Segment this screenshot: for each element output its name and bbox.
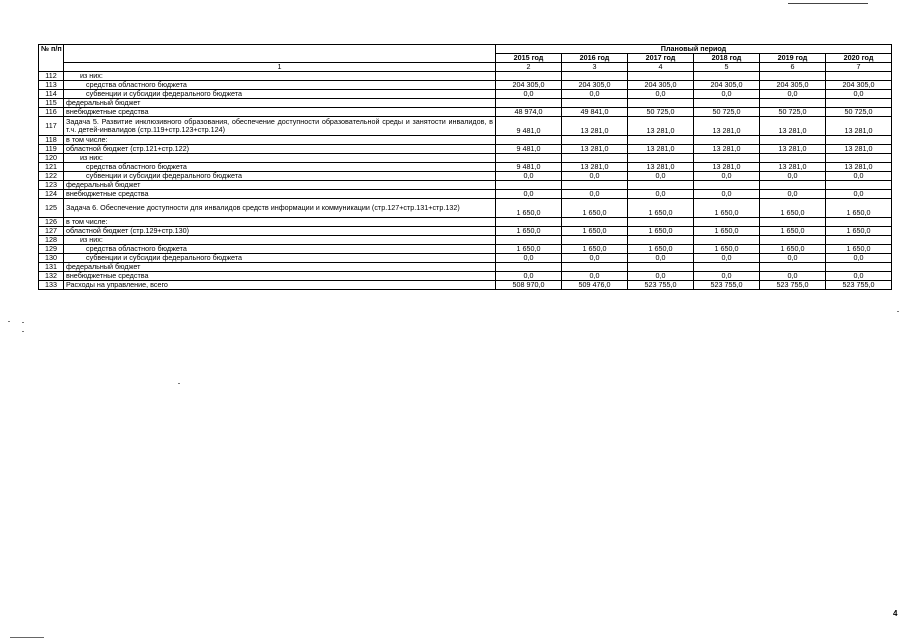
value-cell <box>496 263 562 272</box>
row-label: Задача 6. Обеспечение доступности для инвалидов средств информации и коммуникации (стр.127+стр.131+стр.132) <box>64 199 496 218</box>
value-cell <box>826 218 892 227</box>
table-row <box>39 199 892 218</box>
value-cell: 0,0 <box>628 90 694 99</box>
value-cell: 13 281,0 <box>562 163 628 172</box>
row-label: средства областного бюджета <box>64 245 496 254</box>
value-cell: 0,0 <box>496 172 562 181</box>
table-row <box>39 218 892 227</box>
value-cell: 0,0 <box>496 190 562 199</box>
num-column-header: № п/п <box>39 45 64 72</box>
row-number: 113 <box>39 81 64 90</box>
value-cell: 13 281,0 <box>562 145 628 154</box>
value-cell: 523 755,0 <box>628 281 694 290</box>
value-cell: 0,0 <box>694 272 760 281</box>
table-row <box>39 245 892 254</box>
value-cell <box>826 263 892 272</box>
value-cell: 523 755,0 <box>826 281 892 290</box>
value-cell: 1 650,0 <box>562 227 628 236</box>
scan-speck <box>22 322 24 323</box>
table-row <box>39 181 892 190</box>
value-cell <box>694 236 760 245</box>
value-cell <box>496 236 562 245</box>
value-cell <box>760 72 826 81</box>
table-row <box>39 254 892 263</box>
row-label: субвенции и субсидии федерального бюджета <box>64 172 496 181</box>
row-number: 121 <box>39 163 64 172</box>
year-header: 2018 год <box>694 54 760 63</box>
value-cell <box>760 136 826 145</box>
row-label: Расходы на управление, всего <box>64 281 496 290</box>
value-cell: 13 281,0 <box>694 145 760 154</box>
row-number: 125 <box>39 199 64 218</box>
value-cell <box>826 72 892 81</box>
value-cell: 13 281,0 <box>628 145 694 154</box>
column-index: 3 <box>562 63 628 72</box>
value-cell: 1 650,0 <box>694 245 760 254</box>
value-cell: 204 305,0 <box>760 81 826 90</box>
value-cell <box>694 181 760 190</box>
table-body <box>39 72 892 290</box>
row-number: 129 <box>39 245 64 254</box>
value-cell: 48 974,0 <box>496 108 562 117</box>
scan-speck <box>178 383 180 384</box>
value-cell: 49 841,0 <box>562 108 628 117</box>
value-cell: 0,0 <box>694 90 760 99</box>
value-cell: 1 650,0 <box>694 227 760 236</box>
value-cell: 1 650,0 <box>628 227 694 236</box>
value-cell <box>826 181 892 190</box>
value-cell: 50 725,0 <box>628 108 694 117</box>
value-cell <box>562 263 628 272</box>
row-number: 118 <box>39 136 64 145</box>
row-number: 119 <box>39 145 64 154</box>
value-cell <box>628 72 694 81</box>
value-cell <box>760 99 826 108</box>
bottom-rule <box>10 637 44 638</box>
value-cell <box>628 236 694 245</box>
value-cell: 50 725,0 <box>694 108 760 117</box>
value-cell: 50 725,0 <box>760 108 826 117</box>
value-cell <box>628 263 694 272</box>
row-number: 128 <box>39 236 64 245</box>
value-cell: 1 650,0 <box>760 199 826 218</box>
table-row <box>39 154 892 163</box>
row-label: субвенции и субсидии федерального бюджета <box>64 254 496 263</box>
value-cell <box>694 99 760 108</box>
value-cell <box>760 263 826 272</box>
value-cell: 0,0 <box>826 172 892 181</box>
value-cell <box>628 136 694 145</box>
value-cell: 1 650,0 <box>628 245 694 254</box>
row-number: 117 <box>39 117 64 136</box>
value-cell: 9 481,0 <box>496 145 562 154</box>
value-cell: 1 650,0 <box>496 245 562 254</box>
value-cell: 13 281,0 <box>694 163 760 172</box>
row-number: 133 <box>39 281 64 290</box>
budget-table <box>38 44 892 290</box>
row-number: 130 <box>39 254 64 263</box>
value-cell: 1 650,0 <box>760 227 826 236</box>
table-row <box>39 81 892 90</box>
row-number: 122 <box>39 172 64 181</box>
table-row <box>39 263 892 272</box>
value-cell: 13 281,0 <box>760 117 826 136</box>
table-row <box>39 72 892 81</box>
row-label: из них: <box>64 154 496 163</box>
value-cell <box>826 154 892 163</box>
value-cell: 0,0 <box>496 254 562 263</box>
scan-speck <box>8 321 10 322</box>
value-cell: 1 650,0 <box>760 245 826 254</box>
table-row <box>39 172 892 181</box>
value-cell: 0,0 <box>760 190 826 199</box>
table-row <box>39 236 892 245</box>
value-cell: 1 650,0 <box>826 227 892 236</box>
value-cell: 13 281,0 <box>628 163 694 172</box>
table-row <box>39 272 892 281</box>
value-cell <box>826 99 892 108</box>
row-number: 132 <box>39 272 64 281</box>
value-cell <box>496 99 562 108</box>
table-row <box>39 145 892 154</box>
value-cell <box>562 181 628 190</box>
row-number: 114 <box>39 90 64 99</box>
table-row <box>39 281 892 290</box>
value-cell: 0,0 <box>562 190 628 199</box>
row-label: из них: <box>64 72 496 81</box>
row-label: средства областного бюджета <box>64 81 496 90</box>
table-row <box>39 190 892 199</box>
value-cell <box>496 136 562 145</box>
table-row <box>39 90 892 99</box>
value-cell <box>562 72 628 81</box>
row-number: 112 <box>39 72 64 81</box>
value-cell: 523 755,0 <box>760 281 826 290</box>
table-row <box>39 227 892 236</box>
value-cell: 13 281,0 <box>760 145 826 154</box>
value-cell <box>826 136 892 145</box>
value-cell <box>562 99 628 108</box>
value-cell: 0,0 <box>628 272 694 281</box>
column-index: 5 <box>694 63 760 72</box>
value-cell <box>694 72 760 81</box>
value-cell: 13 281,0 <box>826 163 892 172</box>
table-row <box>39 108 892 117</box>
row-label: федеральный бюджет <box>64 263 496 272</box>
value-cell <box>694 136 760 145</box>
value-cell: 0,0 <box>694 172 760 181</box>
value-cell: 0,0 <box>826 272 892 281</box>
value-cell: 509 476,0 <box>562 281 628 290</box>
value-cell <box>628 154 694 163</box>
value-cell: 508 970,0 <box>496 281 562 290</box>
year-header: 2015 год <box>496 54 562 63</box>
value-cell: 1 650,0 <box>562 245 628 254</box>
value-cell: 1 650,0 <box>826 199 892 218</box>
index-header-row <box>39 63 892 72</box>
value-cell <box>496 72 562 81</box>
value-cell <box>562 236 628 245</box>
row-number: 124 <box>39 190 64 199</box>
value-cell <box>562 154 628 163</box>
value-cell: 0,0 <box>694 254 760 263</box>
value-cell: 1 650,0 <box>826 245 892 254</box>
year-header: 2019 год <box>760 54 826 63</box>
value-cell: 13 281,0 <box>694 117 760 136</box>
row-label: областной бюджет (стр.121+стр.122) <box>64 145 496 154</box>
row-label: Задача 5. Развитие инклюзивного образования, обеспечение доступности образовательной среды и занятости инвалидов, в т.ч. детей-инвалидов (стр.119+стр.123+стр.124) <box>64 117 496 136</box>
value-cell: 1 650,0 <box>628 199 694 218</box>
value-cell: 204 305,0 <box>628 81 694 90</box>
value-cell <box>628 181 694 190</box>
column-index: 2 <box>496 63 562 72</box>
value-cell <box>760 218 826 227</box>
year-header: 2017 год <box>628 54 694 63</box>
row-number: 127 <box>39 227 64 236</box>
value-cell <box>628 218 694 227</box>
row-label: внебюджетные средства <box>64 190 496 199</box>
value-cell <box>496 181 562 190</box>
row-label: внебюджетные средства <box>64 108 496 117</box>
value-cell: 0,0 <box>496 272 562 281</box>
value-cell: 0,0 <box>628 172 694 181</box>
value-cell <box>760 181 826 190</box>
scan-speck <box>897 311 899 312</box>
value-cell: 0,0 <box>628 254 694 263</box>
table-row <box>39 99 892 108</box>
row-label: областной бюджет (стр.129+стр.130) <box>64 227 496 236</box>
value-cell: 0,0 <box>826 90 892 99</box>
value-cell: 0,0 <box>760 254 826 263</box>
value-cell: 0,0 <box>694 190 760 199</box>
year-header: 2020 год <box>826 54 892 63</box>
row-label: федеральный бюджет <box>64 181 496 190</box>
label-column-header <box>64 45 496 63</box>
value-cell: 9 481,0 <box>496 117 562 136</box>
value-cell: 13 281,0 <box>826 145 892 154</box>
column-index: 6 <box>760 63 826 72</box>
value-cell: 50 725,0 <box>826 108 892 117</box>
page-number: 4 <box>893 609 898 618</box>
value-cell: 0,0 <box>562 272 628 281</box>
value-cell <box>496 154 562 163</box>
value-cell: 0,0 <box>562 90 628 99</box>
value-cell: 0,0 <box>826 254 892 263</box>
row-number: 120 <box>39 154 64 163</box>
row-label: средства областного бюджета <box>64 163 496 172</box>
row-number: 115 <box>39 99 64 108</box>
value-cell: 9 481,0 <box>496 163 562 172</box>
value-cell: 13 281,0 <box>562 117 628 136</box>
value-cell: 1 650,0 <box>694 199 760 218</box>
value-cell <box>628 99 694 108</box>
value-cell: 13 281,0 <box>826 117 892 136</box>
value-cell <box>694 263 760 272</box>
value-cell <box>562 136 628 145</box>
row-label: из них: <box>64 236 496 245</box>
value-cell: 0,0 <box>496 90 562 99</box>
top-rule <box>788 3 868 4</box>
value-cell: 0,0 <box>760 272 826 281</box>
table-row <box>39 117 892 136</box>
value-cell <box>760 236 826 245</box>
row-number: 131 <box>39 263 64 272</box>
value-cell <box>694 218 760 227</box>
value-cell <box>760 154 826 163</box>
column-index: 1 <box>64 63 496 72</box>
row-label: внебюджетные средства <box>64 272 496 281</box>
value-cell: 0,0 <box>562 254 628 263</box>
row-label: в том числе: <box>64 218 496 227</box>
value-cell: 1 650,0 <box>496 199 562 218</box>
row-number: 123 <box>39 181 64 190</box>
value-cell: 13 281,0 <box>628 117 694 136</box>
column-index: 4 <box>628 63 694 72</box>
row-label: федеральный бюджет <box>64 99 496 108</box>
value-cell: 0,0 <box>760 90 826 99</box>
value-cell: 0,0 <box>826 190 892 199</box>
value-cell: 13 281,0 <box>760 163 826 172</box>
value-cell: 523 755,0 <box>694 281 760 290</box>
row-label: в том числе: <box>64 136 496 145</box>
row-number: 116 <box>39 108 64 117</box>
value-cell: 0,0 <box>562 172 628 181</box>
value-cell: 204 305,0 <box>562 81 628 90</box>
value-cell <box>826 236 892 245</box>
value-cell <box>562 218 628 227</box>
row-label: субвенции и субсидии федерального бюджета <box>64 90 496 99</box>
value-cell: 204 305,0 <box>826 81 892 90</box>
planned-period-header: Плановый период <box>496 45 892 54</box>
value-cell: 204 305,0 <box>694 81 760 90</box>
column-index: 7 <box>826 63 892 72</box>
table-row <box>39 163 892 172</box>
year-header: 2016 год <box>562 54 628 63</box>
table-row <box>39 136 892 145</box>
row-number: 126 <box>39 218 64 227</box>
value-cell: 1 650,0 <box>496 227 562 236</box>
value-cell: 0,0 <box>628 190 694 199</box>
value-cell: 204 305,0 <box>496 81 562 90</box>
value-cell <box>496 218 562 227</box>
value-cell: 0,0 <box>760 172 826 181</box>
scan-speck <box>22 331 24 332</box>
value-cell <box>694 154 760 163</box>
value-cell: 1 650,0 <box>562 199 628 218</box>
